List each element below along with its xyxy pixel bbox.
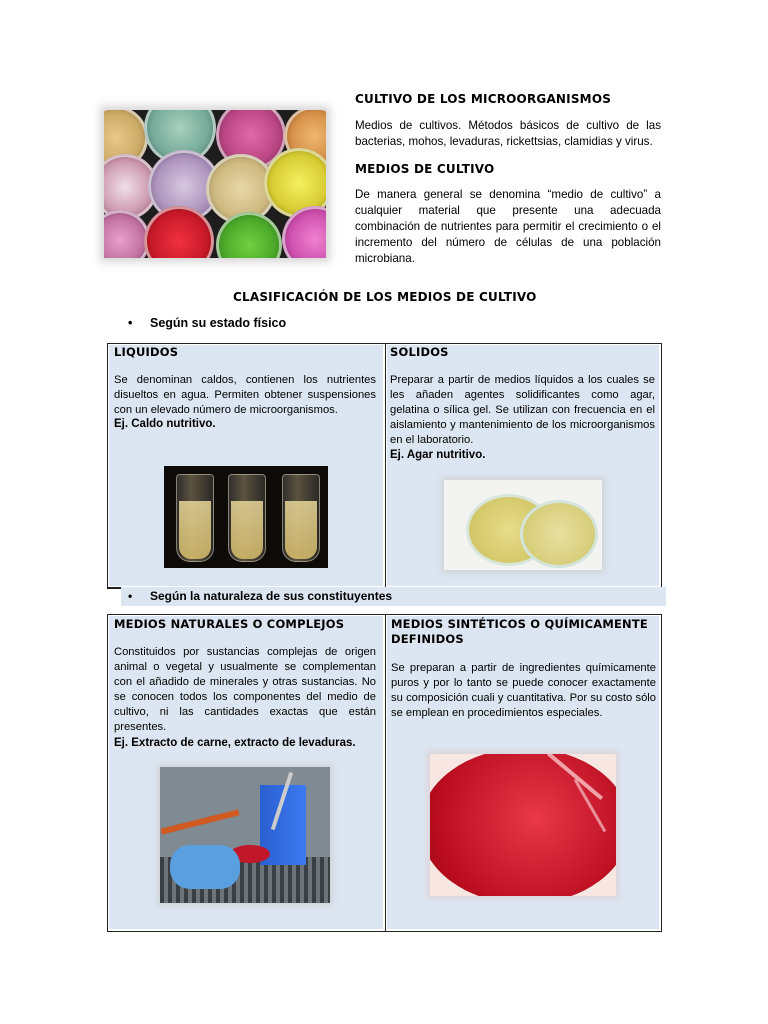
blood-agar-image bbox=[430, 754, 616, 896]
solid-heading: SOLIDOS bbox=[390, 345, 449, 359]
bullet-icon: • bbox=[128, 589, 133, 603]
lab-pipetting-image bbox=[160, 767, 330, 903]
bullet-label: Según su estado físico bbox=[150, 316, 287, 330]
natural-example: Ej. Extracto de carne, extracto de levaduras. bbox=[114, 737, 356, 749]
synthetic-heading: MEDIOS SINTÉTICOS O QUÍMICAMENTE DEFINIDOS bbox=[391, 617, 648, 646]
main-title: CULTIVO DE LOS MICROORGANISMOS bbox=[355, 92, 612, 106]
intro-text: Medios de cultivos. Métodos básicos de cultivo de las bacterias, mohos, levaduras, rickettsias, clamidias y virus. bbox=[355, 119, 661, 148]
column-divider bbox=[385, 344, 386, 588]
bullet-icon: • bbox=[128, 316, 133, 330]
classification-title: CLASIFICACIÓN DE LOS MEDIOS DE CULTIVO bbox=[233, 290, 537, 304]
liquid-text: Se denominan caldos, contienen los nutrientes disueltos en agua. Permiten obtener suspensiones con un elevado número de microorganismos. bbox=[114, 374, 376, 416]
natural-text: Constituidos por sustancias complejas de origen animal o vegetal y usualmente se complementan con el añadido de minerales y otras sustancias. No se conocen todos los componentes del medio de cultivo, ni las cantidades exactas que están presentes. bbox=[114, 646, 376, 733]
bullet-label: Según la naturaleza de sus constituyentes bbox=[150, 589, 393, 603]
liquid-heading: LIQUIDOS bbox=[114, 345, 179, 359]
definition-text: De manera general se denomina “medio de cultivo” a cualquier material que presente una adecuada combinación de nutrientes para permitir el crecimiento o el incremento del número de células de una población microbiana. bbox=[355, 188, 661, 265]
natural-heading: MEDIOS NATURALES O COMPLEJOS bbox=[114, 617, 345, 631]
solid-example: Ej. Agar nutritivo. bbox=[390, 449, 486, 461]
bullet-constituents bbox=[128, 589, 392, 603]
section-subtitle: MEDIOS DE CULTIVO bbox=[355, 162, 495, 176]
bullet-physical-state bbox=[128, 316, 286, 330]
test-tubes-image bbox=[164, 466, 328, 568]
agar-plates-image bbox=[444, 480, 602, 570]
column-divider bbox=[385, 615, 386, 931]
synthetic-text: Se preparan a partir de ingredientes químicamente puros y por lo tanto se puede conocer exactamente su composición cuali y cuantitativa. Por su costo sólo se emplean en procedimientos especiales. bbox=[391, 662, 656, 719]
petri-dishes-image bbox=[104, 110, 326, 258]
solid-text: Preparar a partir de medios líquidos a los cuales se les añaden agentes solidificantes como agar, gelatina o sílica gel. Se utilizan con frecuencia en el aislamiento y mantenimiento de los microorganismos en el laboratorio. bbox=[390, 374, 655, 446]
liquid-example: Ej. Caldo nutritivo. bbox=[114, 418, 216, 430]
